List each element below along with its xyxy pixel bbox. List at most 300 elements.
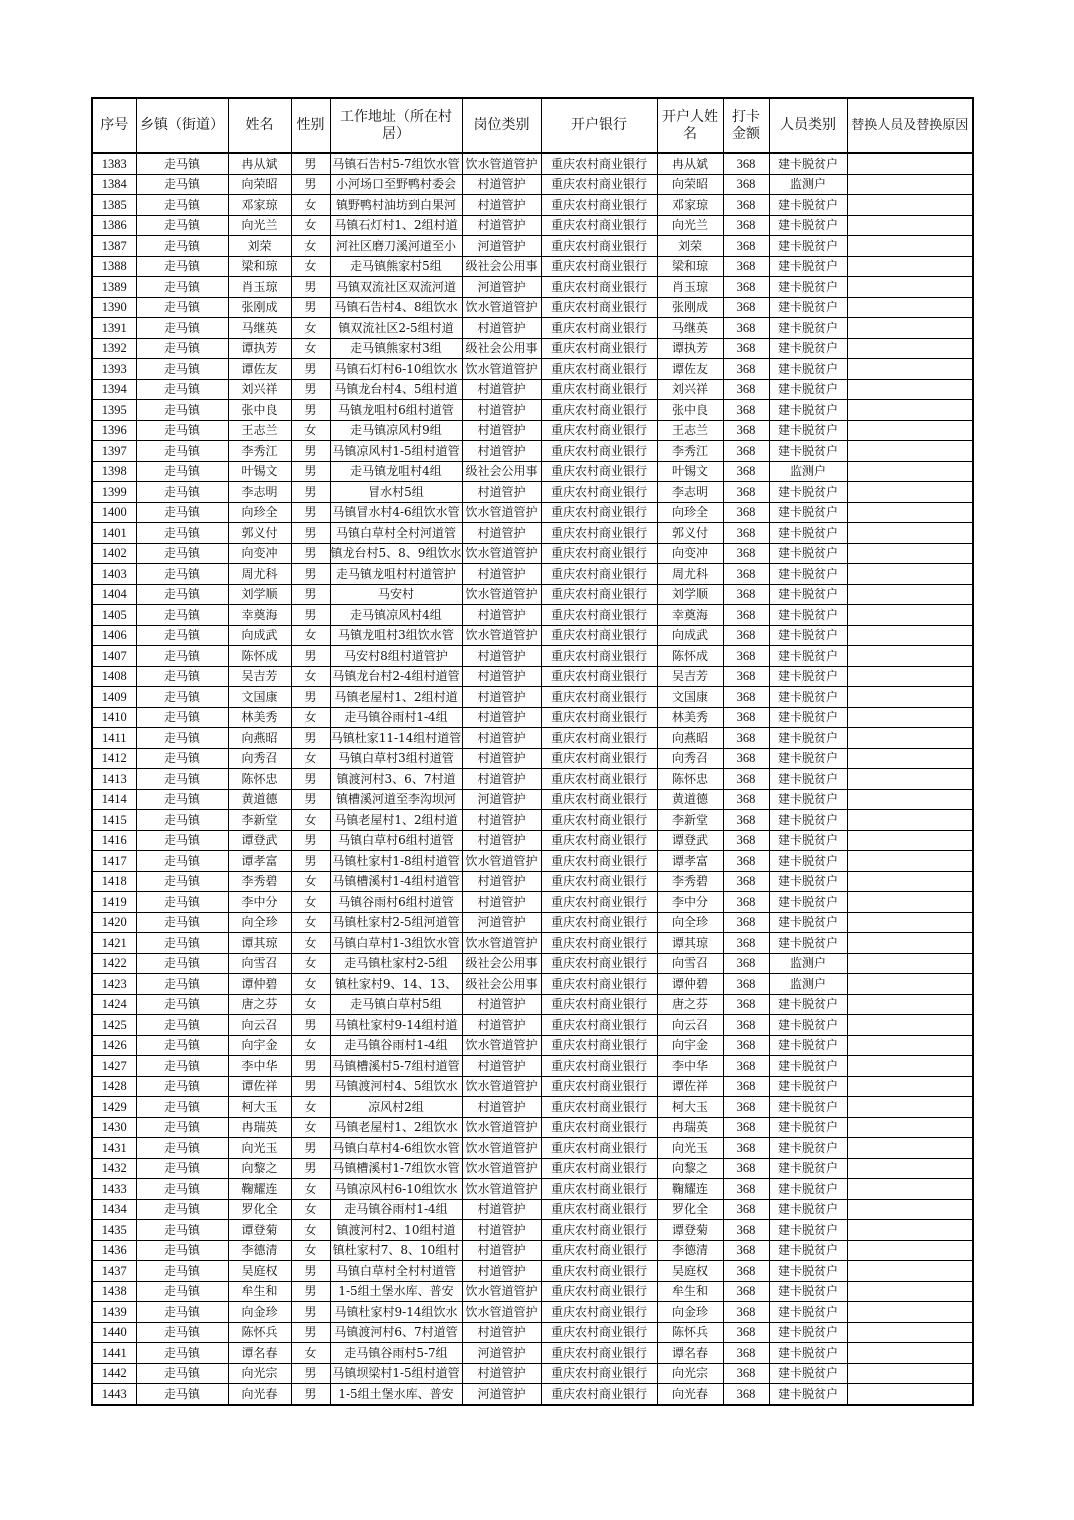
cell-index: 1410 — [92, 707, 136, 728]
cell-person-category: 建卡脱贫户 — [769, 1322, 847, 1343]
cell-bank: 重庆农村商业银行 — [541, 215, 657, 236]
cell-bank: 重庆农村商业银行 — [541, 646, 657, 667]
cell-town: 走马镇 — [136, 871, 228, 892]
cell-bank: 重庆农村商业银行 — [541, 1097, 657, 1118]
cell-person-category: 建卡脱贫户 — [769, 400, 847, 421]
cell-replacement — [847, 605, 973, 626]
cell-replacement — [847, 1199, 973, 1220]
cell-gender: 女 — [291, 1220, 330, 1241]
cell-gender: 女 — [291, 707, 330, 728]
cell-name: 向秀召 — [228, 748, 291, 769]
cell-amount: 368 — [723, 543, 769, 564]
cell-post-type: 村道管护 — [462, 1056, 541, 1077]
cell-bank: 重庆农村商业银行 — [541, 359, 657, 380]
cell-post-type: 村道管护 — [462, 1240, 541, 1261]
cell-person-category: 监测户 — [769, 953, 847, 974]
header-account-holder: 开户人姓名 — [657, 98, 723, 153]
cell-person-category: 建卡脱贫户 — [769, 707, 847, 728]
cell-amount: 368 — [723, 1035, 769, 1056]
cell-index: 1427 — [92, 1056, 136, 1077]
cell-town: 走马镇 — [136, 789, 228, 810]
cell-index: 1387 — [92, 236, 136, 257]
cell-person-category: 建卡脱贫户 — [769, 892, 847, 913]
cell-index: 1434 — [92, 1199, 136, 1220]
cell-account-holder: 邓家琼 — [657, 195, 723, 216]
cell-work-address: 马镇杜家村1-8组村道管 — [330, 851, 462, 872]
cell-post-type: 村道管护 — [462, 892, 541, 913]
cell-town: 走马镇 — [136, 1117, 228, 1138]
cell-bank: 重庆农村商业银行 — [541, 994, 657, 1015]
cell-town: 走马镇 — [136, 646, 228, 667]
cell-town: 走马镇 — [136, 1322, 228, 1343]
cell-bank: 重庆农村商业银行 — [541, 256, 657, 277]
cell-post-type: 河道管护 — [462, 236, 541, 257]
cell-name: 鞠耀连 — [228, 1179, 291, 1200]
cell-work-address: 马镇渡河村6、7村道管 — [330, 1322, 462, 1343]
table-row — [92, 810, 973, 831]
cell-replacement — [847, 1220, 973, 1241]
table-row — [92, 379, 973, 400]
cell-amount: 368 — [723, 974, 769, 995]
cell-bank: 重庆农村商业银行 — [541, 687, 657, 708]
cell-bank: 重庆农村商业银行 — [541, 728, 657, 749]
cell-person-category: 建卡脱贫户 — [769, 1302, 847, 1323]
cell-name: 向光宗 — [228, 1363, 291, 1384]
cell-person-category: 建卡脱贫户 — [769, 810, 847, 831]
table-row — [92, 1384, 973, 1405]
cell-post-type: 饮水管道管护 — [462, 1076, 541, 1097]
cell-name: 李志明 — [228, 482, 291, 503]
table-row — [92, 605, 973, 626]
cell-post-type: 村道管护 — [462, 994, 541, 1015]
cell-account-holder: 向燕昭 — [657, 728, 723, 749]
cell-replacement — [847, 1056, 973, 1077]
cell-account-holder: 向全珍 — [657, 912, 723, 933]
cell-name: 向变冲 — [228, 543, 291, 564]
cell-replacement — [847, 1117, 973, 1138]
cell-gender: 女 — [291, 256, 330, 277]
cell-person-category: 建卡脱贫户 — [769, 195, 847, 216]
cell-gender: 女 — [291, 420, 330, 441]
cell-account-holder: 向变冲 — [657, 543, 723, 564]
subsidy-table — [91, 97, 974, 1406]
cell-account-holder: 文国康 — [657, 687, 723, 708]
cell-person-category: 建卡脱贫户 — [769, 153, 847, 174]
cell-work-address: 镇槽溪河道至李沟坝河 — [330, 789, 462, 810]
cell-post-type: 村道管护 — [462, 707, 541, 728]
cell-gender: 女 — [291, 892, 330, 913]
cell-name: 郭义付 — [228, 523, 291, 544]
header-person-category: 人员类别 — [769, 98, 847, 153]
cell-person-category: 建卡脱贫户 — [769, 933, 847, 954]
table-row — [92, 482, 973, 503]
cell-post-type: 村道管护 — [462, 687, 541, 708]
table-row — [92, 584, 973, 605]
cell-gender: 女 — [291, 953, 330, 974]
cell-town: 走马镇 — [136, 1302, 228, 1323]
cell-amount: 368 — [723, 953, 769, 974]
cell-bank: 重庆农村商业银行 — [541, 277, 657, 298]
cell-replacement — [847, 625, 973, 646]
cell-bank: 重庆农村商业银行 — [541, 933, 657, 954]
cell-post-type: 级社会公用事 — [462, 338, 541, 359]
table-row — [92, 851, 973, 872]
cell-post-type: 河道管护 — [462, 1343, 541, 1364]
cell-account-holder: 柯大玉 — [657, 1097, 723, 1118]
cell-gender: 女 — [291, 215, 330, 236]
cell-name: 马继英 — [228, 318, 291, 339]
cell-town: 走马镇 — [136, 1056, 228, 1077]
table-row — [92, 256, 973, 277]
cell-person-category: 建卡脱贫户 — [769, 994, 847, 1015]
cell-name: 向光兰 — [228, 215, 291, 236]
cell-bank: 重庆农村商业银行 — [541, 1158, 657, 1179]
cell-work-address: 马镇白草村全村村道管 — [330, 1261, 462, 1282]
table-row — [92, 1240, 973, 1261]
cell-town: 走马镇 — [136, 277, 228, 298]
cell-name: 唐之芬 — [228, 994, 291, 1015]
cell-person-category: 建卡脱贫户 — [769, 1056, 847, 1077]
cell-person-category: 建卡脱贫户 — [769, 215, 847, 236]
cell-amount: 368 — [723, 523, 769, 544]
cell-gender: 女 — [291, 625, 330, 646]
table-row — [92, 1302, 973, 1323]
cell-name: 谭佐祥 — [228, 1076, 291, 1097]
cell-gender: 男 — [291, 1015, 330, 1036]
cell-work-address: 马镇老屋村1、2组村道 — [330, 810, 462, 831]
cell-name: 邓家琼 — [228, 195, 291, 216]
cell-post-type: 饮水管道管护 — [462, 1117, 541, 1138]
cell-town: 走马镇 — [136, 441, 228, 462]
cell-person-category: 建卡脱贫户 — [769, 543, 847, 564]
table-row — [92, 912, 973, 933]
cell-name: 谭仲碧 — [228, 974, 291, 995]
cell-person-category: 建卡脱贫户 — [769, 1199, 847, 1220]
cell-town: 走马镇 — [136, 851, 228, 872]
cell-amount: 368 — [723, 625, 769, 646]
cell-person-category: 建卡脱贫户 — [769, 420, 847, 441]
cell-index: 1407 — [92, 646, 136, 667]
cell-bank: 重庆农村商业银行 — [541, 1015, 657, 1036]
cell-name: 谭执芳 — [228, 338, 291, 359]
cell-gender: 女 — [291, 1199, 330, 1220]
cell-bank: 重庆农村商业银行 — [541, 1302, 657, 1323]
cell-work-address: 马镇石告村4、8组饮水 — [330, 297, 462, 318]
cell-post-type: 村道管护 — [462, 1322, 541, 1343]
cell-post-type: 村道管护 — [462, 810, 541, 831]
cell-person-category: 建卡脱贫户 — [769, 1158, 847, 1179]
header-work-address: 工作地址（所在村居） — [330, 98, 462, 153]
cell-replacement — [847, 1240, 973, 1261]
cell-post-type: 村道管护 — [462, 379, 541, 400]
cell-index: 1426 — [92, 1035, 136, 1056]
cell-name: 刘兴祥 — [228, 379, 291, 400]
cell-work-address: 马镇双流社区双流河道 — [330, 277, 462, 298]
cell-amount: 368 — [723, 1281, 769, 1302]
cell-bank: 重庆农村商业银行 — [541, 318, 657, 339]
table-body — [92, 153, 973, 1405]
cell-town: 走马镇 — [136, 728, 228, 749]
cell-gender: 男 — [291, 1384, 330, 1405]
table-row — [92, 789, 973, 810]
table-row — [92, 1117, 973, 1138]
cell-name: 向光玉 — [228, 1138, 291, 1159]
cell-index: 1441 — [92, 1343, 136, 1364]
cell-post-type: 饮水管道管护 — [462, 933, 541, 954]
cell-account-holder: 张中良 — [657, 400, 723, 421]
cell-index: 1413 — [92, 769, 136, 790]
cell-gender: 女 — [291, 338, 330, 359]
cell-index: 1388 — [92, 256, 136, 277]
table-row — [92, 174, 973, 195]
cell-person-category: 建卡脱贫户 — [769, 277, 847, 298]
table-row — [92, 564, 973, 585]
cell-post-type: 村道管护 — [462, 318, 541, 339]
cell-work-address: 马安村8组村道管护 — [330, 646, 462, 667]
cell-work-address: 镇野鸭村油坊到白果河 — [330, 195, 462, 216]
cell-index: 1424 — [92, 994, 136, 1015]
cell-bank: 重庆农村商业银行 — [541, 400, 657, 421]
cell-town: 走马镇 — [136, 543, 228, 564]
table-row — [92, 277, 973, 298]
cell-replacement — [847, 1281, 973, 1302]
cell-person-category: 建卡脱贫户 — [769, 564, 847, 585]
cell-replacement — [847, 1384, 973, 1405]
table-row — [92, 359, 973, 380]
cell-name: 叶锡文 — [228, 461, 291, 482]
cell-replacement — [847, 420, 973, 441]
cell-gender: 女 — [291, 933, 330, 954]
table-row — [92, 502, 973, 523]
cell-account-holder: 向黎之 — [657, 1158, 723, 1179]
cell-work-address: 马镇坝梁村1-5组村道管 — [330, 1363, 462, 1384]
cell-index: 1442 — [92, 1363, 136, 1384]
cell-name: 黄道德 — [228, 789, 291, 810]
cell-gender: 男 — [291, 1138, 330, 1159]
cell-amount: 368 — [723, 1220, 769, 1241]
table-row — [92, 523, 973, 544]
cell-town: 走马镇 — [136, 1240, 228, 1261]
cell-account-holder: 向金珍 — [657, 1302, 723, 1323]
cell-replacement — [847, 646, 973, 667]
cell-amount: 368 — [723, 564, 769, 585]
cell-amount: 368 — [723, 256, 769, 277]
cell-post-type: 饮水管道管护 — [462, 1179, 541, 1200]
cell-account-holder: 谭登武 — [657, 830, 723, 851]
cell-replacement — [847, 810, 973, 831]
cell-post-type: 河道管护 — [462, 789, 541, 810]
cell-work-address: 马镇槽溪村5-7组村道管 — [330, 1056, 462, 1077]
cell-index: 1395 — [92, 400, 136, 421]
cell-account-holder: 谭执芳 — [657, 338, 723, 359]
cell-post-type: 村道管护 — [462, 420, 541, 441]
cell-account-holder: 谭佐友 — [657, 359, 723, 380]
cell-town: 走马镇 — [136, 584, 228, 605]
cell-bank: 重庆农村商业银行 — [541, 236, 657, 257]
cell-bank: 重庆农村商业银行 — [541, 810, 657, 831]
cell-account-holder: 林美秀 — [657, 707, 723, 728]
cell-account-holder: 梁和琼 — [657, 256, 723, 277]
cell-replacement — [847, 297, 973, 318]
cell-town: 走马镇 — [136, 912, 228, 933]
table-row — [92, 1261, 973, 1282]
cell-index: 1428 — [92, 1076, 136, 1097]
cell-name: 谭佐友 — [228, 359, 291, 380]
cell-work-address: 马镇老屋村1、2组饮水 — [330, 1117, 462, 1138]
cell-amount: 368 — [723, 400, 769, 421]
cell-gender: 男 — [291, 482, 330, 503]
cell-amount: 368 — [723, 769, 769, 790]
cell-amount: 368 — [723, 830, 769, 851]
cell-name: 吴吉芳 — [228, 666, 291, 687]
cell-name: 文国康 — [228, 687, 291, 708]
table-row — [92, 1138, 973, 1159]
cell-town: 走马镇 — [136, 174, 228, 195]
table-row — [92, 195, 973, 216]
cell-account-holder: 王志兰 — [657, 420, 723, 441]
cell-work-address: 走马镇龙咀村村道管护 — [330, 564, 462, 585]
cell-replacement — [847, 933, 973, 954]
cell-post-type: 级社会公用事 — [462, 953, 541, 974]
cell-replacement — [847, 666, 973, 687]
cell-town: 走马镇 — [136, 605, 228, 626]
cell-index: 1385 — [92, 195, 136, 216]
cell-person-category: 建卡脱贫户 — [769, 666, 847, 687]
cell-account-holder: 向成武 — [657, 625, 723, 646]
cell-amount: 368 — [723, 1199, 769, 1220]
cell-replacement — [847, 1322, 973, 1343]
cell-person-category: 建卡脱贫户 — [769, 769, 847, 790]
cell-amount: 368 — [723, 1240, 769, 1261]
cell-bank: 重庆农村商业银行 — [541, 769, 657, 790]
cell-person-category: 建卡脱贫户 — [769, 502, 847, 523]
header-replacement: 替换人员及替换原因 — [847, 98, 973, 153]
cell-bank: 重庆农村商业银行 — [541, 625, 657, 646]
cell-account-holder: 陈怀忠 — [657, 769, 723, 790]
cell-person-category: 建卡脱贫户 — [769, 1138, 847, 1159]
table-row — [92, 625, 973, 646]
cell-bank: 重庆农村商业银行 — [541, 441, 657, 462]
table-row — [92, 215, 973, 236]
cell-name: 周尤科 — [228, 564, 291, 585]
cell-work-address: 马镇杜家村9-14组村道 — [330, 1015, 462, 1036]
cell-name: 向珍全 — [228, 502, 291, 523]
cell-town: 走马镇 — [136, 769, 228, 790]
cell-work-address: 镇杜家村7、8、10组村 — [330, 1240, 462, 1261]
cell-account-holder: 谭孝富 — [657, 851, 723, 872]
cell-index: 1419 — [92, 892, 136, 913]
cell-town: 走马镇 — [136, 625, 228, 646]
cell-person-category: 建卡脱贫户 — [769, 482, 847, 503]
cell-name: 向成武 — [228, 625, 291, 646]
cell-account-holder: 郭义付 — [657, 523, 723, 544]
cell-replacement — [847, 441, 973, 462]
cell-account-holder: 李中分 — [657, 892, 723, 913]
table-row — [92, 769, 973, 790]
cell-replacement — [847, 153, 973, 174]
cell-gender: 女 — [291, 1343, 330, 1364]
cell-work-address: 马镇凉风村6-10组饮水 — [330, 1179, 462, 1200]
cell-bank: 重庆农村商业银行 — [541, 1363, 657, 1384]
cell-work-address: 马镇白草村1-3组饮水管 — [330, 933, 462, 954]
cell-account-holder: 张刚成 — [657, 297, 723, 318]
table-row — [92, 441, 973, 462]
cell-name: 陈怀成 — [228, 646, 291, 667]
cell-post-type: 村道管护 — [462, 1261, 541, 1282]
cell-gender: 男 — [291, 830, 330, 851]
cell-post-type: 村道管护 — [462, 174, 541, 195]
cell-index: 1403 — [92, 564, 136, 585]
cell-bank: 重庆农村商业银行 — [541, 1199, 657, 1220]
cell-account-holder: 李志明 — [657, 482, 723, 503]
cell-bank: 重庆农村商业银行 — [541, 605, 657, 626]
cell-replacement — [847, 256, 973, 277]
cell-index: 1389 — [92, 277, 136, 298]
cell-gender: 女 — [291, 1117, 330, 1138]
cell-person-category: 监测户 — [769, 461, 847, 482]
cell-amount: 368 — [723, 359, 769, 380]
cell-bank: 重庆农村商业银行 — [541, 564, 657, 585]
cell-work-address: 马镇冒水村4-6组饮水管 — [330, 502, 462, 523]
cell-person-category: 建卡脱贫户 — [769, 256, 847, 277]
table-row — [92, 1220, 973, 1241]
table-row — [92, 994, 973, 1015]
cell-gender: 男 — [291, 297, 330, 318]
cell-index: 1437 — [92, 1261, 136, 1282]
cell-index: 1386 — [92, 215, 136, 236]
cell-bank: 重庆农村商业银行 — [541, 748, 657, 769]
cell-account-holder: 周尤科 — [657, 564, 723, 585]
cell-post-type: 村道管护 — [462, 523, 541, 544]
cell-name: 李中华 — [228, 1056, 291, 1077]
table-row — [92, 338, 973, 359]
header-town: 乡镇（街道） — [136, 98, 228, 153]
cell-person-category: 建卡脱贫户 — [769, 1117, 847, 1138]
cell-post-type: 村道管护 — [462, 1220, 541, 1241]
cell-account-holder: 刘荣 — [657, 236, 723, 257]
cell-post-type: 村道管护 — [462, 830, 541, 851]
cell-gender: 男 — [291, 646, 330, 667]
cell-post-type: 级社会公用事 — [462, 461, 541, 482]
cell-gender: 男 — [291, 789, 330, 810]
cell-bank: 重庆农村商业银行 — [541, 1076, 657, 1097]
header-gender: 性别 — [291, 98, 330, 153]
cell-index: 1418 — [92, 871, 136, 892]
cell-amount: 368 — [723, 912, 769, 933]
cell-replacement — [847, 728, 973, 749]
cell-name: 谭登武 — [228, 830, 291, 851]
cell-post-type: 村道管护 — [462, 564, 541, 585]
cell-gender: 男 — [291, 1363, 330, 1384]
cell-person-category: 建卡脱贫户 — [769, 1363, 847, 1384]
cell-post-type: 河道管护 — [462, 1384, 541, 1405]
cell-person-category: 建卡脱贫户 — [769, 1384, 847, 1405]
cell-account-holder: 马继英 — [657, 318, 723, 339]
cell-gender: 男 — [291, 851, 330, 872]
cell-post-type: 村道管护 — [462, 400, 541, 421]
cell-replacement — [847, 1015, 973, 1036]
cell-post-type: 饮水管道管护 — [462, 851, 541, 872]
cell-name: 向云召 — [228, 1015, 291, 1036]
cell-person-category: 建卡脱贫户 — [769, 748, 847, 769]
cell-replacement — [847, 707, 973, 728]
cell-amount: 368 — [723, 236, 769, 257]
cell-index: 1412 — [92, 748, 136, 769]
cell-work-address: 马镇白草村4-6组饮水管 — [330, 1138, 462, 1159]
cell-gender: 男 — [291, 1281, 330, 1302]
cell-gender: 女 — [291, 810, 330, 831]
cell-index: 1397 — [92, 441, 136, 462]
